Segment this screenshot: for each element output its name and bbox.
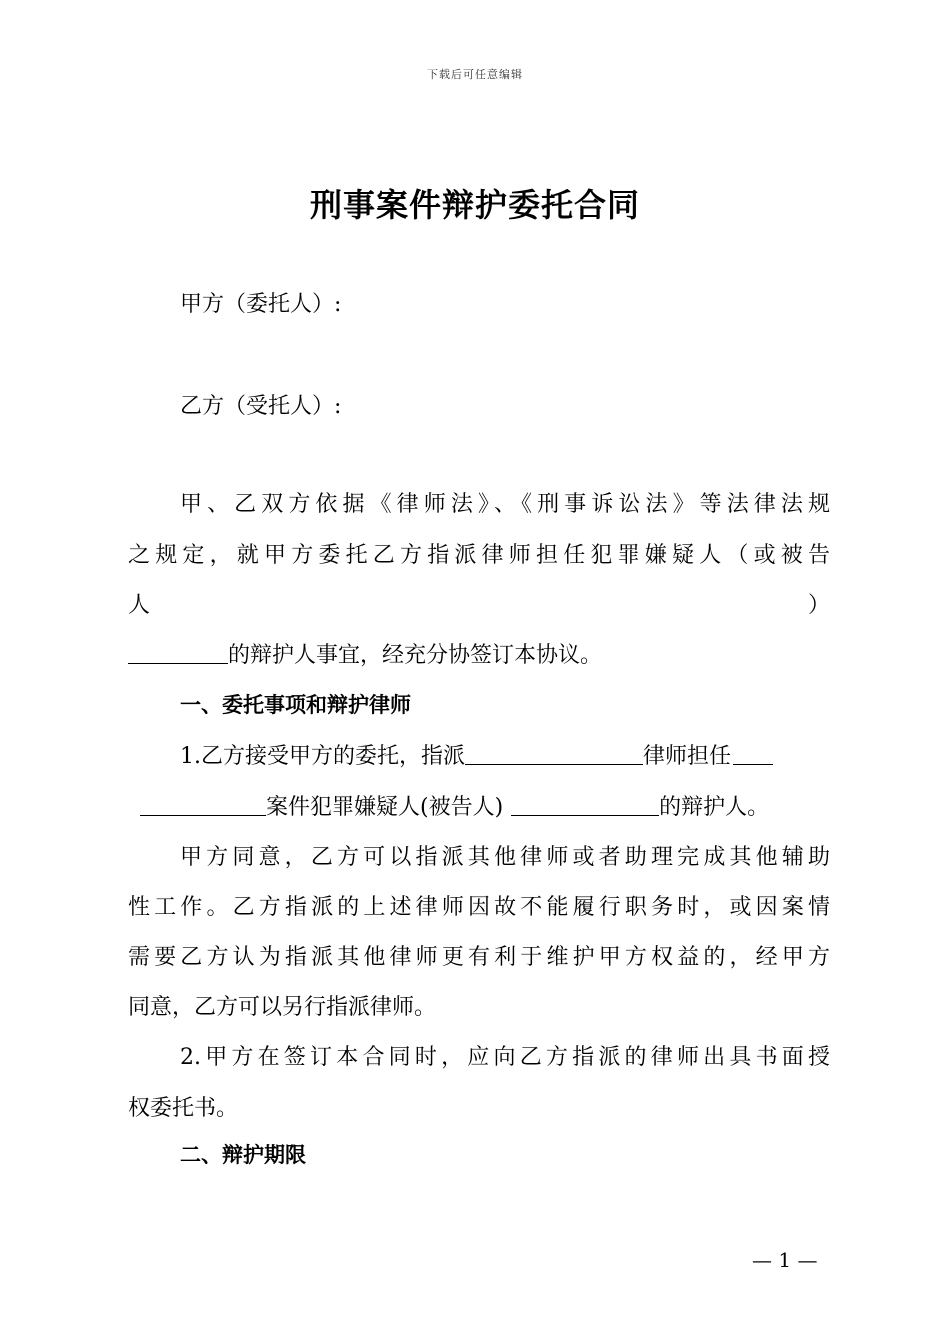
- para-line-4: 同意，乙方可以另行指派律师。: [128, 995, 437, 1020]
- item-1-mid: 律师担任: [643, 744, 732, 769]
- page-number: — 1 —: [752, 1248, 818, 1272]
- item-2-line-1: 2.甲方在签订本合同时，应向乙方指派的律师出具书面授: [180, 1045, 830, 1070]
- intro-line-3-right: ）: [807, 593, 830, 618]
- para-line-1: 甲方同意，乙方可以指派其他律师或者助理完成其他辅助: [180, 845, 830, 870]
- item-1-tail: 的辩护人。: [659, 795, 770, 820]
- para-line-2: 性工作。乙方指派的上述律师因故不能履行职务时，或因案情: [128, 895, 830, 920]
- section-1-heading: 一、委托事项和辩护律师: [180, 693, 411, 717]
- intro-line-3-left: 人: [128, 593, 151, 618]
- lawyer-name-blank: [465, 744, 643, 765]
- document-title: 刑事案件辩护委托合同: [309, 186, 640, 224]
- item-1-prefix: 1.乙方接受甲方的委托，指派: [180, 744, 465, 769]
- defendant-blank: [511, 795, 659, 816]
- para-line-3: 需要乙方认为指派其他律师更有利于维护甲方权益的，经甲方: [128, 945, 830, 970]
- case-name-blank-start: [733, 744, 773, 765]
- item-2-line-2: 权委托书。: [128, 1096, 239, 1121]
- intro-line-4: [128, 638, 830, 669]
- party-a-label: 甲方（委托人）:: [180, 292, 342, 317]
- intro-line-2: 之规定，就甲方委托乙方指派律师担任犯罪嫌疑人（或被告: [128, 543, 830, 568]
- intro-line-3: [128, 588, 830, 619]
- section-2-heading: 二、辩护期限: [180, 1143, 306, 1167]
- item-1-case: 案件犯罪嫌疑人(被告人): [266, 795, 504, 820]
- intro-line-1: 甲、乙双方依据《律师法》、《刑事诉讼法》等法律法规: [180, 492, 830, 517]
- header-note: 下载后可任意编辑: [427, 68, 523, 81]
- intro-line-4-tail: 的辩护人事宜，经充分协签订本协议。: [228, 643, 603, 668]
- item-1-line-2: [140, 790, 842, 821]
- party-b-label: 乙方（受托人）:: [180, 394, 342, 419]
- case-name-blank-end: [140, 795, 266, 816]
- item-1-line-1: [180, 739, 830, 770]
- defendant-name-blank: [128, 643, 228, 664]
